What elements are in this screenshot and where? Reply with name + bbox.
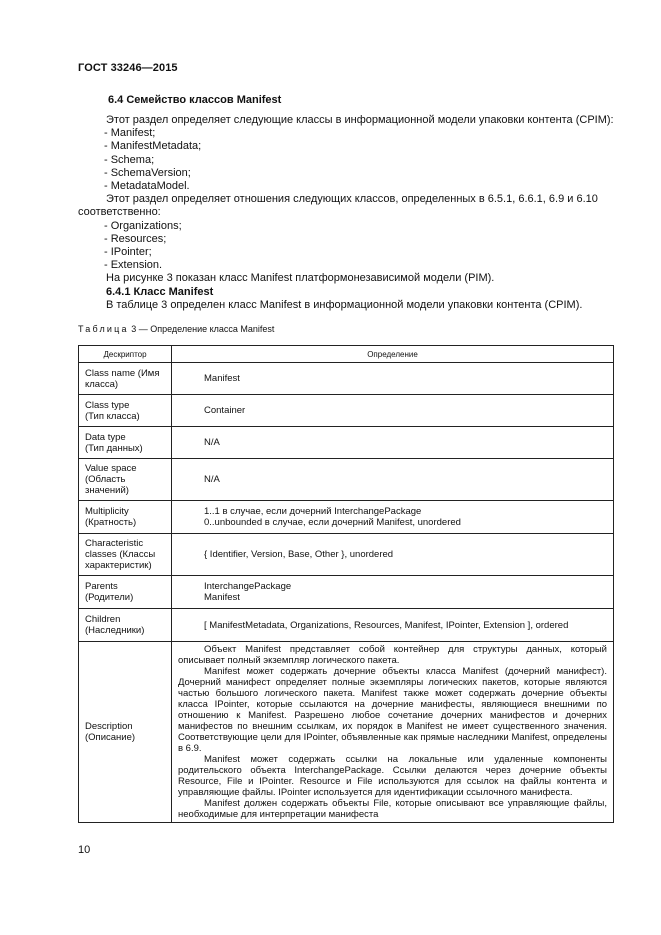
section-title: 6.4 Семейство классов Manifest bbox=[108, 94, 282, 106]
column-header-descriptor: Дескриптор bbox=[79, 346, 172, 363]
list-item: - Manifest; bbox=[104, 127, 156, 140]
relations-paragraph-cont: соответственно: bbox=[78, 206, 161, 219]
descriptor-cell: Data type (Тип данных) bbox=[79, 427, 172, 459]
description-paragraph: Объект Manifest представляет собой контейнер для структуры данных, который описывает полный экземпляр логического пакета. bbox=[178, 644, 607, 666]
list-item: - IPointer; bbox=[104, 246, 152, 259]
definition-cell: InterchangePackage Manifest bbox=[172, 576, 614, 609]
definition-cell: N/A bbox=[172, 459, 614, 501]
column-header-definition: Определение bbox=[172, 346, 614, 363]
table-caption-word: Таблица bbox=[78, 324, 129, 334]
relations-paragraph: Этот раздел определяет отношения следующих классов, определенных в 6.5.1, 6.6.1, 6.9 и 6.10 bbox=[106, 193, 598, 206]
table-header-row bbox=[79, 346, 614, 363]
table-caption-title: 3 — Определение класса Manifest bbox=[128, 324, 275, 334]
description-paragraph: Manifest может содержать ссылки на локальные или удаленные компоненты родительского объекта InterchangePackage. Ссылки делаются через дочерние объекты Resource, File и IPointer. Resource и File используются для ссылок на файлы контента и управляющие файлы. IPointer используется для идентификации ссылочного манифеста. bbox=[178, 754, 607, 798]
definition-cell: { Identifier, Version, Base, Other }, unordered bbox=[172, 534, 614, 576]
descriptor-cell: Parents (Родители) bbox=[79, 576, 172, 609]
definition-cell: Manifest bbox=[172, 363, 614, 395]
list-item: - Extension. bbox=[104, 259, 163, 272]
descriptor-cell: Children (Наследники) bbox=[79, 609, 172, 642]
descriptor-cell: Class name (Имя класса) bbox=[79, 363, 172, 395]
page-number: 10 bbox=[78, 844, 91, 856]
definition-cell: [ ManifestMetadata, Organizations, Resources, Manifest, IPointer, Extension ], ordered bbox=[172, 609, 614, 642]
table-caption bbox=[78, 324, 274, 334]
list-item: - ManifestMetadata; bbox=[104, 140, 202, 153]
table-row bbox=[79, 363, 614, 395]
figure-note: На рисунке 3 показан класс Manifest платформонезависимой модели (PIM). bbox=[106, 272, 495, 285]
table-row bbox=[79, 501, 614, 534]
document-header: ГОСТ 33246—2015 bbox=[78, 62, 178, 74]
table-row bbox=[79, 427, 614, 459]
body-text bbox=[78, 114, 618, 312]
table-row bbox=[79, 459, 614, 501]
definition-table bbox=[78, 345, 614, 823]
list-item: - Organizations; bbox=[104, 219, 182, 232]
table-row bbox=[79, 534, 614, 576]
definition-cell: Container bbox=[172, 395, 614, 427]
list-item: - Resources; bbox=[104, 232, 167, 245]
descriptor-cell: Multiplicity (Кратность) bbox=[79, 501, 172, 534]
table-row-description bbox=[79, 642, 614, 823]
descriptor-cell: Description (Описание) bbox=[79, 642, 172, 823]
list-item: - SchemaVersion; bbox=[104, 166, 191, 179]
descriptor-cell: Characteristic classes (Классы характеристик) bbox=[79, 534, 172, 576]
description-paragraph: Manifest может содержать дочерние объекты класса Manifest (дочерний манифест). Дочерний манифест определяет полные экземпляры логических пакетов, которые являются частью большого логического пакета. Manifest также может содержать дочерние объекты класса IPointer, которые ссылаются на дочерние манифесты, являющиеся внешними по отношению к Manifest. Разрешено любое сочетание дочерних манифестов и дочерних манифестов по внешним ссылкам, их порядок в Manifest не имеет существенного значения. Соответствующие цели для IPointer, объявленные как прямые наследники Manifest, определены в 6.9. bbox=[178, 666, 607, 754]
table-intro: В таблице 3 определен класс Manifest в информационной модели упаковки контента (CPIM). bbox=[106, 298, 583, 311]
description-paragraph: Manifest должен содержать объекты File, которые описывают все управляющие файлы, необходимые для интерпретации манифеста bbox=[178, 798, 607, 820]
list-item: - Schema; bbox=[104, 153, 155, 166]
subsection-title: 6.4.1 Класс Manifest bbox=[106, 285, 214, 298]
definition-cell: 1..1 в случае, если дочерний InterchangePackage 0..unbounded в случае, если дочерний Manifest, unordered bbox=[172, 501, 614, 534]
description-cell bbox=[172, 642, 614, 823]
table-row bbox=[79, 609, 614, 642]
descriptor-cell: Value space (Область значений) bbox=[79, 459, 172, 501]
table-row bbox=[79, 395, 614, 427]
intro-paragraph: Этот раздел определяет следующие классы в информационной модели упаковки контента (CPIM): bbox=[106, 114, 614, 126]
definition-cell: N/A bbox=[172, 427, 614, 459]
list-item: - MetadataModel. bbox=[104, 180, 190, 193]
descriptor-cell: Class type (Тип класса) bbox=[79, 395, 172, 427]
table-row bbox=[79, 576, 614, 609]
